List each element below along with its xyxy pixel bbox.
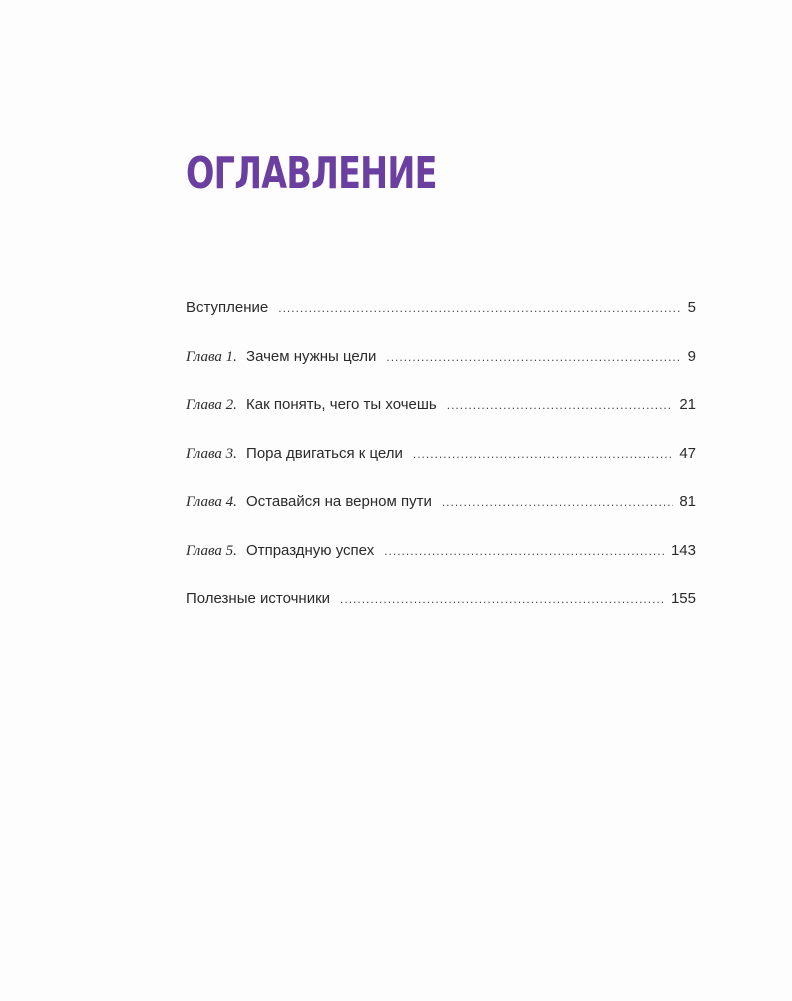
dot-leader	[278, 296, 681, 320]
dot-leader	[413, 442, 673, 466]
toc-page-number: 21	[679, 396, 696, 413]
toc-entry-label	[186, 296, 268, 320]
toc-entry-chapter-2[interactable]	[186, 393, 696, 442]
toc-entry-title: Оставайся на верном пути	[246, 493, 432, 510]
toc-page-number: 155	[670, 590, 696, 607]
toc-page-number: 47	[679, 444, 696, 462]
toc-entry-title: Пора двигаться к цели	[246, 444, 403, 462]
dot-leader	[384, 539, 665, 563]
toc-entry-chapter-3[interactable]	[186, 442, 696, 491]
dot-leader	[386, 345, 681, 369]
toc-entry-chapter-5[interactable]	[186, 539, 696, 588]
toc-entry-title: Полезные источники	[186, 590, 331, 607]
toc-entry-label	[186, 587, 330, 611]
toc-entry-label	[186, 442, 403, 466]
toc-entry-label	[186, 539, 374, 563]
toc-entry-intro[interactable]	[186, 296, 696, 345]
toc-entry-label	[186, 490, 432, 514]
toc-entry-title: Зачем нужны цели	[246, 347, 377, 365]
toc-page-number: 81	[679, 493, 696, 510]
toc-page-number: 5	[687, 299, 696, 316]
chapter-prefix: Глава 1.	[186, 348, 237, 365]
chapter-prefix: Глава 3.	[186, 445, 237, 462]
chapter-prefix: Глава 4.	[186, 494, 237, 510]
toc-entry-chapter-4[interactable]	[186, 490, 696, 539]
dot-leader	[447, 393, 674, 417]
toc-entry-label	[186, 393, 437, 417]
toc-entry-title: Отпраздную успех	[246, 541, 375, 559]
dot-leader	[442, 490, 673, 514]
page-title: ОГЛАВЛЕНИЕ	[186, 148, 437, 199]
toc-entry-title: Вступление	[186, 299, 269, 316]
table-of-contents	[186, 296, 696, 636]
chapter-prefix: Глава 2.	[186, 397, 237, 413]
dot-leader	[340, 587, 665, 611]
toc-page-number: 9	[687, 347, 696, 365]
toc-entry-title: Как понять, чего ты хочешь	[246, 396, 437, 413]
chapter-prefix: Глава 5.	[186, 542, 237, 559]
toc-page-number: 143	[670, 541, 696, 559]
toc-entry-resources[interactable]	[186, 587, 696, 636]
toc-entry-label	[186, 345, 376, 369]
toc-entry-chapter-1[interactable]	[186, 345, 696, 394]
